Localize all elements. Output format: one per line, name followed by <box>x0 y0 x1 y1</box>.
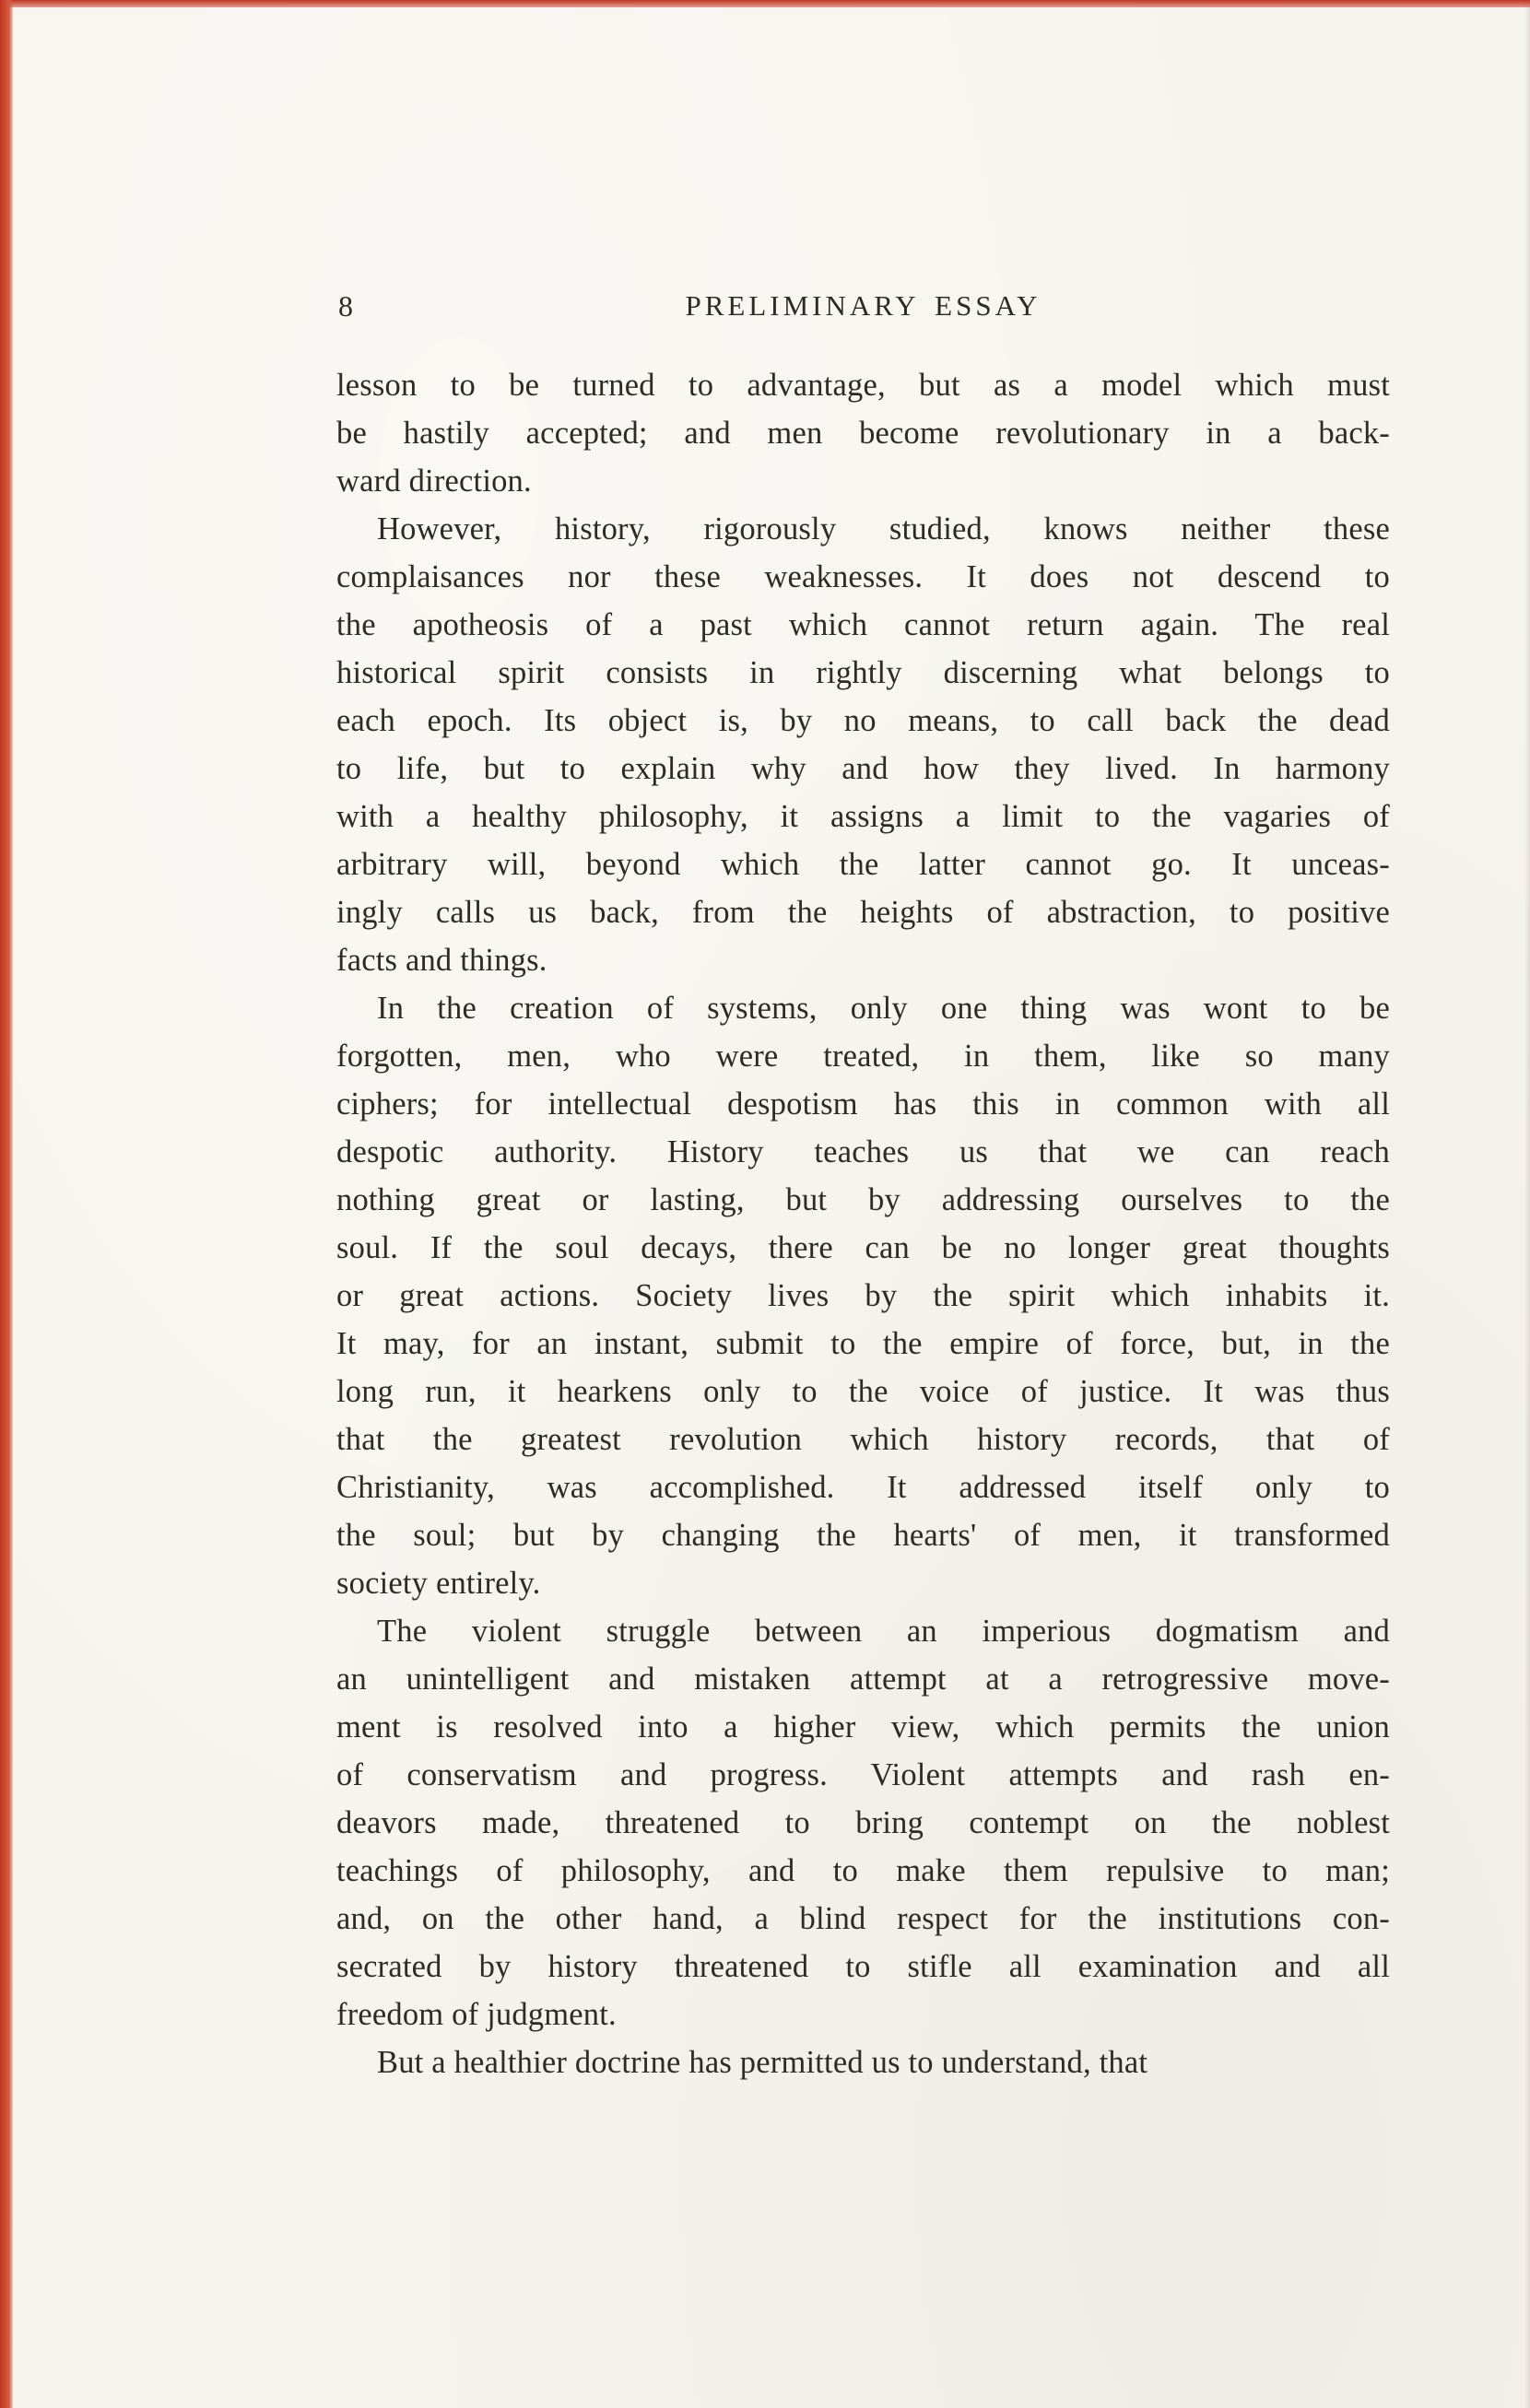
text-line: lesson to be turned to advantage, but as a model which must <box>336 368 1390 403</box>
text-line: each epoch. Its object is, by no means, to call back the dead <box>336 703 1390 738</box>
text-line: historical spirit consists in rightly discerning what belongs to <box>336 655 1390 690</box>
text-line: The violent struggle between an imperious dogmatism and <box>377 1614 1390 1649</box>
text-line: However, history, rigorously studied, knows neither these <box>377 511 1390 546</box>
text-line: facts and things. <box>336 943 547 978</box>
text-line: freedom of judgment. <box>336 1997 617 2032</box>
text-line: teachings of philosophy, and to make them repulsive to man; <box>336 1853 1390 1888</box>
text-line: with a healthy philosophy, it assigns a limit to the vagaries of <box>336 799 1390 834</box>
text-line: But a healthier doctrine has permitted us to understand, that <box>377 2045 1148 2080</box>
text-line: nothing great or lasting, but by addressing ourselves to the <box>336 1182 1390 1217</box>
page-number: 8 <box>338 289 353 323</box>
text-line: an unintelligent and mistaken attempt at a retrogressive move- <box>336 1662 1390 1697</box>
paragraph <box>336 2038 1390 2086</box>
paragraph <box>336 1607 1390 2038</box>
text-line: deavors made, threatened to bring contempt on the noblest <box>336 1805 1390 1840</box>
text-line: despotic authority. History teaches us that we can reach <box>336 1134 1390 1169</box>
text-line: arbitrary will, beyond which the latter cannot go. It unceas- <box>336 847 1390 882</box>
running-header: PRELIMINARY ESSAY <box>685 289 1042 322</box>
scan-edge-right <box>1524 0 1530 2408</box>
text-line: the apotheosis of a past which cannot return again. The real <box>336 607 1390 642</box>
scan-edge-top <box>0 0 1530 7</box>
text-line: ciphers; for intellectual despotism has this in common with all <box>336 1087 1390 1122</box>
text-line: and, on the other hand, a blind respect for the institutions con- <box>336 1901 1390 1936</box>
paragraph <box>336 984 1390 1607</box>
text-block <box>336 361 1390 2086</box>
text-line: society entirely. <box>336 1566 541 1601</box>
text-line: or great actions. Society lives by the spirit which inhabits it. <box>336 1278 1390 1313</box>
text-line: soul. If the soul decays, there can be no longer great thoughts <box>336 1230 1390 1265</box>
text-line: ingly calls us back, from the heights of abstraction, to positive <box>336 895 1390 930</box>
text-line: to life, but to explain why and how they lived. In harmony <box>336 751 1390 786</box>
text-line: be hastily accepted; and men become revolutionary in a back- <box>336 416 1390 451</box>
text-line: It may, for an instant, submit to the empire of force, but, in the <box>336 1326 1390 1361</box>
text-line: secrated by history threatened to stifle all examination and all <box>336 1949 1390 1984</box>
text-line: In the creation of systems, only one thing was wont to be <box>377 991 1390 1026</box>
text-line: Christianity, was accomplished. It addressed itself only to <box>336 1470 1390 1505</box>
text-line: ment is resolved into a higher view, which permits the union <box>336 1709 1390 1744</box>
text-line: complaisances nor these weaknesses. It does not descend to <box>336 559 1390 594</box>
text-line: that the greatest revolution which history records, that of <box>336 1422 1390 1457</box>
paragraph <box>336 361 1390 505</box>
running-head-row <box>336 289 1390 326</box>
text-line: the soul; but by changing the hearts' of men, it transformed <box>336 1518 1390 1553</box>
text-line: of conservatism and progress. Violent attempts and rash en- <box>336 1757 1390 1792</box>
text-line: long run, it hearkens only to the voice of justice. It was thus <box>336 1374 1390 1409</box>
scan-edge-left <box>0 0 13 2408</box>
text-line: ward direction. <box>336 464 532 499</box>
paragraph <box>336 505 1390 984</box>
text-line: forgotten, men, who were treated, in them, like so many <box>336 1039 1390 1074</box>
